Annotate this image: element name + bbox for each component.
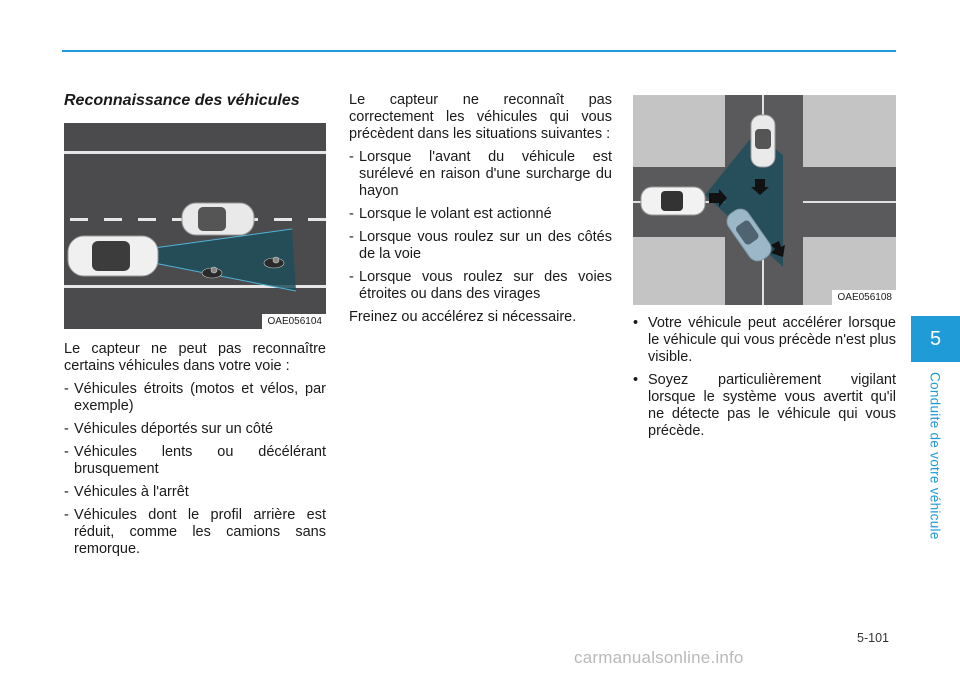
list-item: - Lorsque vous roulez sur un des côtés de la voie [349,229,612,263]
list-item: - Véhicules à l'arrêt [64,484,326,501]
list-item: - Lorsque le volant est actionné [349,206,612,223]
column-1 [64,92,326,558]
chapter-tab[interactable]: 5 [911,316,960,362]
column-3 [633,95,896,440]
col3-list [633,315,896,440]
list-item: - Véhicules déportés sur un côté [64,421,326,438]
col2-outro: Freinez ou accélérez si nécessaire. [349,309,577,325]
list-item: - Véhicules dont le profil arrière est réduit, comme les camions sans remorque. [64,507,326,558]
list-item: - Véhicules étroits (motos et vélos, par exemple) [64,381,326,415]
chapter-label: Conduite de votre véhicule [927,372,943,540]
own-car-icon [641,187,705,215]
column-2 [349,92,612,326]
col2-list [349,149,612,303]
figure-code: OAE056108 [832,290,897,305]
road-illustration-2 [633,95,896,305]
road-illustration-1 [64,123,326,329]
car-front-icon [751,115,775,167]
col1-intro: Le capteur ne peut pas reconnaître certains véhicules dans votre voie : [64,341,326,374]
list-item: - Véhicules lents ou décélérant brusquement [64,444,326,478]
figure-intersection [633,95,896,305]
list-item: • Votre véhicule peut accélérer lorsque le véhicule qui vous précède n'est plus visible. [633,315,896,366]
page-number: 5-101 [857,631,889,645]
col1-list [64,381,326,558]
list-item: - Lorsque vous roulez sur des voies étroites ou dans des virages [349,269,612,303]
figure-code: OAE056104 [262,314,327,329]
own-car-icon [68,236,158,276]
list-item: - Lorsque l'avant du véhicule est surélevé en raison d'une surcharge du hayon [349,149,612,200]
watermark: carmanualsonline.info [574,648,744,667]
top-rule [62,50,896,52]
col2-intro: Le capteur ne reconnaît pas correctement les véhicules qui vous précèdent dans les situations suivantes : [349,92,612,142]
list-item: • Soyez particulièrement vigilant lorsque le système vous avertit qu'il ne détecte pas le véhicule qui vous précède. [633,372,896,440]
section-heading: Reconnaissance des véhicules [64,92,300,109]
car-front-icon [182,203,254,235]
figure-vehicle-recognition [64,123,326,329]
